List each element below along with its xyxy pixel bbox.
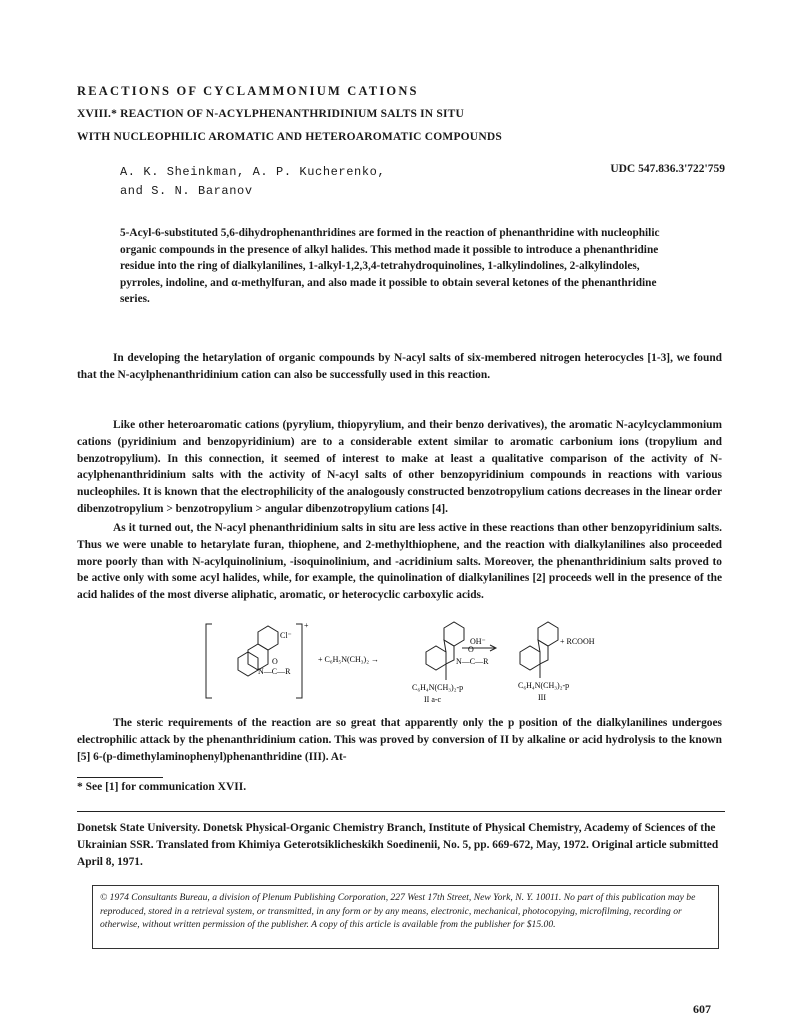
counterion-label: Cl⁻	[280, 631, 292, 640]
affiliation-divider	[77, 811, 725, 812]
oxygen-mid-label: O	[468, 645, 474, 654]
hydroxide-label: OH⁻	[470, 637, 486, 646]
acyl-mid-label: N—C—R	[456, 657, 489, 666]
footnote: * See [1] for communication XVII.	[77, 781, 247, 793]
acyl-left-label: N—C—R	[258, 667, 291, 676]
paragraph-2	[77, 417, 722, 518]
aryl-right-label: C₆H₄N(CH₃)₂-p	[518, 681, 570, 690]
reagent-label: + C₆H₅N(CH₃)₂ →	[318, 655, 379, 664]
paragraph-4	[77, 715, 722, 765]
aryl-mid-label: C₆H₄N(CH₃)₂-p	[412, 683, 464, 692]
reaction-scheme	[200, 618, 620, 710]
authors-line-2: and S. N. Baranov	[120, 184, 253, 198]
copyright-notice: © 1974 Consultants Bureau, a division of Plenum Publishing Corporation, 227 West 17th Street, New York, N. Y. 10011. No part of this publication may be reproduced, stored in a retrieval system, or transmitted, in any form or by any means, electronic, mechanical, photocopying, microfilming, recording or otherwise, without written permission of the publisher. A copy of this article is available from the publisher for $15.00.	[100, 892, 696, 931]
authors	[120, 163, 385, 201]
affiliation: Donetsk State University. Donetsk Physical-Organic Chemistry Branch, Institute of Physical Chemistry, Academy of Sciences of the Ukrainian SSR. Translated from Khimiya Geterotsiklicheskikh Soedinenii, No. 5, pp. 669-672, May, 1972. Original article submitted April 8, 1971.	[77, 822, 719, 868]
paragraph-2-text: Like other heteroaromatic cations (pyrylium, thiopyrylium, and their benzo derivatives), the aromatic N-acylcyclammonium cations (pyridinium and benzopyridinium) are to a considerable extent similar to aromatic carbonium ions (tropylium and benzotropylium). In this connection, it seemed of interest to make at least a qualitative comparison of the activity of N-acylphenanthridinium salts with the activity of N-acyl salts of other benzopyridinium compounds in reactions with various nucleophiles. It is known that the electrophilicity of the analogously constructed benzotropylium cations decreases in the linear order dibenzotropylium > benzotropylium > angular dibenzotropylium cations [4].	[77, 419, 722, 515]
abstract: 5-Acyl-6-substituted 5,6-dihydrophenanthridines are formed in the reaction of phenanthridine with nucleophilic organic compounds in the presence of alkyl halides. This method made it possible to introduce a phenanthridine residue into the ring of dialkylanilines, 1-alkyl-1,2,3,4-tetrahydroquinolines, 1-alkylindolines, 2-alkylindoles, pyrroles, indoline, and α-methylfuran, and also made it possible to obtain several ketones of the phenanthridine series.	[120, 227, 660, 306]
paragraph-3	[77, 520, 722, 604]
page-number: 607	[693, 1002, 711, 1016]
charge-label: +	[304, 621, 309, 630]
article-title-line-1: XVIII.* REACTION OF N-ACYLPHENANTHRIDINIUM SALTS IN SITU	[77, 108, 465, 120]
series-title: REACTIONS OF CYCLAMMONIUM CATIONS	[77, 84, 419, 98]
oxygen-left-label: O	[272, 657, 278, 666]
paragraph-4-text: The steric requirements of the reaction are so great that apparently only the p position of the dialkylanilines undergoes electrophilic attack by the phenanthridinium cation. This was proved by conversion of II by alkaline or acid hydrolysis to the known [5] 6-(p-dimethylaminophenyl)phenanthridine (III). At-	[77, 717, 722, 763]
footnote-divider	[77, 777, 163, 778]
paragraph-1	[77, 350, 722, 384]
compound-ii-label: II a-c	[424, 695, 442, 704]
article-title-line-2: WITH NUCLEOPHILIC AROMATIC AND HETEROAROMATIC COMPOUNDS	[77, 131, 502, 143]
left-ring-top	[258, 626, 278, 650]
byproduct-label: + RCOOH	[560, 637, 595, 646]
authors-line-1: A. K. Sheinkman, A. P. Kucherenko,	[120, 165, 386, 179]
paragraph-1-text: In developing the hetarylation of organic compounds by N-acyl salts of six-membered nitrogen heterocycles [1-3], we found that the N-acylphenanthridinium cation can also be successfully used in this reaction.	[77, 352, 722, 381]
udc-code: UDC 547.836.3'722'759	[610, 163, 725, 175]
paragraph-3-text: As it turned out, the N-acyl phenanthridinium salts in situ are less active in these reactions than other benzopyridinium salts. Thus we were unable to hetarylate furan, thiophene, and 2-methylthiophene, and the reaction with dialkylanilines also proceeded more poorly than with N-acylquinolinium, -isoquinolinium, and -acridinium salts. Moreover, the phenanthridinium salts proved to be active only with some acyl halides, while, for example, the quinolination of dialkylanilines [2] proceeds well in the presence of the acid halides of the most diverse aliphatic, aromatic, or heterocyclic carboxylic acids.	[77, 522, 722, 602]
compound-iii-label: III	[538, 693, 546, 702]
